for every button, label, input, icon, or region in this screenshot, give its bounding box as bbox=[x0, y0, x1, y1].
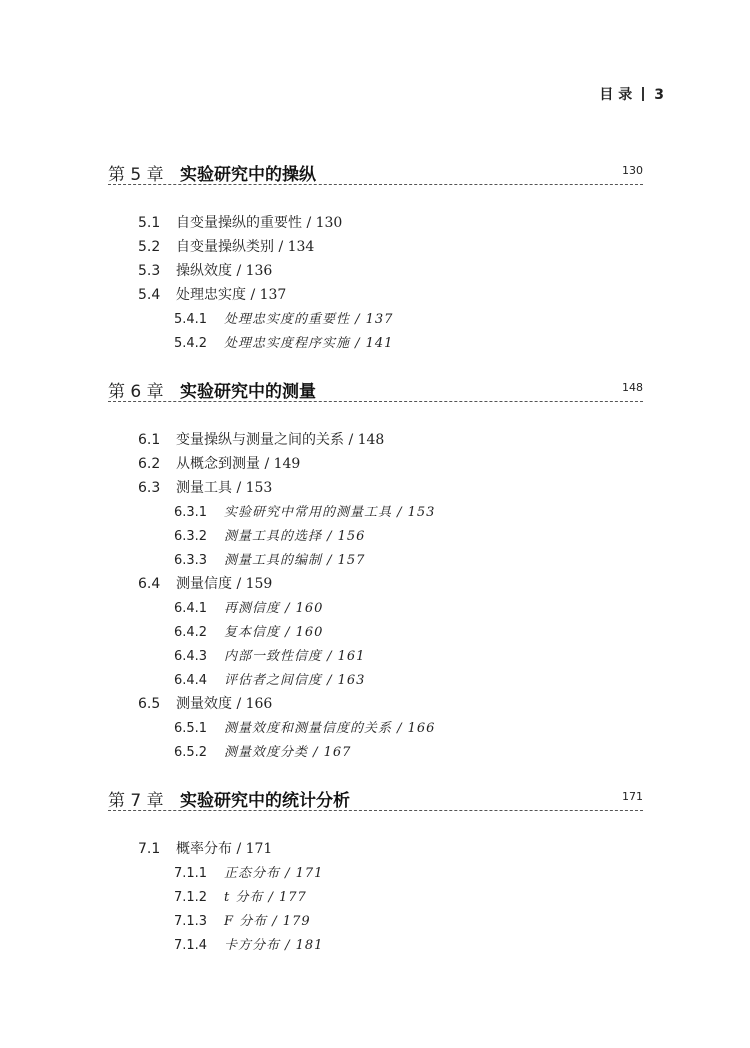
entry-number: 6.1 bbox=[138, 432, 161, 448]
entry-number: 6.5.2 bbox=[174, 745, 208, 760]
toc-subentry bbox=[174, 597, 323, 616]
toc-entry bbox=[138, 284, 286, 304]
entry-number: 6.4 bbox=[138, 576, 161, 592]
chapter-title: 实验研究中的操纵 bbox=[180, 165, 316, 185]
toc-entry bbox=[138, 453, 300, 473]
toc-subentry bbox=[174, 332, 393, 351]
toc-subentry bbox=[174, 308, 393, 327]
toc-subentry bbox=[174, 501, 435, 520]
entry-number: 6.4.3 bbox=[174, 649, 208, 664]
entry-number: 5.2 bbox=[138, 239, 161, 255]
chapter-heading-7 bbox=[108, 786, 643, 811]
running-header bbox=[599, 84, 664, 104]
entry-number: 6.5.1 bbox=[174, 721, 208, 736]
toc-entry bbox=[138, 260, 272, 280]
entry-text: 测量工具 / 153 bbox=[176, 480, 273, 496]
toc-subentry bbox=[174, 910, 311, 929]
toc-entry bbox=[138, 477, 272, 497]
entry-number: 5.3 bbox=[138, 263, 161, 279]
chapter-page: 148 bbox=[622, 381, 643, 394]
chapter-number: 第 6 章 bbox=[108, 382, 164, 402]
toc-subentry bbox=[174, 934, 323, 953]
entry-text: 正态分布 / 171 bbox=[224, 866, 324, 881]
toc-entry bbox=[138, 236, 314, 256]
entry-number: 7.1 bbox=[138, 841, 161, 857]
toc-subentry bbox=[174, 717, 435, 736]
entry-text: 操纵效度 / 136 bbox=[176, 263, 273, 279]
entry-number: 5.4.1 bbox=[174, 312, 208, 327]
entry-text: 测量工具的选择 / 156 bbox=[224, 529, 366, 544]
header-section-title: 目 录 bbox=[599, 87, 633, 103]
toc-subentry bbox=[174, 669, 365, 688]
entry-text: 处理忠实度 / 137 bbox=[176, 287, 287, 303]
entry-text: 从概念到测量 / 149 bbox=[176, 456, 301, 472]
entry-text: 处理忠实度程序实施 / 141 bbox=[224, 336, 394, 351]
entry-number: 7.1.4 bbox=[174, 938, 208, 953]
chapter-page: 171 bbox=[622, 790, 643, 803]
entry-text: 自变量操纵的重要性 / 130 bbox=[176, 215, 343, 231]
entry-number: 6.4.4 bbox=[174, 673, 208, 688]
chapter-page: 130 bbox=[622, 164, 643, 177]
chapter-title: 实验研究中的测量 bbox=[180, 382, 316, 402]
toc-entry bbox=[138, 429, 384, 449]
entry-number: 5.4 bbox=[138, 287, 161, 303]
toc-subentry bbox=[174, 549, 365, 568]
entry-text: 内部一致性信度 / 161 bbox=[224, 649, 366, 664]
entry-number: 6.4.1 bbox=[174, 601, 208, 616]
entry-text: 实验研究中常用的测量工具 / 153 bbox=[224, 505, 436, 520]
entry-text: 概率分布 / 171 bbox=[176, 841, 273, 857]
toc-subentry bbox=[174, 525, 365, 544]
entry-text: 测量效度分类 / 167 bbox=[224, 745, 352, 760]
entry-text: 测量工具的编制 / 157 bbox=[224, 553, 366, 568]
entry-number: 7.1.3 bbox=[174, 914, 208, 929]
chapter-heading-6 bbox=[108, 377, 643, 402]
entry-number: 6.3.1 bbox=[174, 505, 208, 520]
toc-entry bbox=[138, 212, 342, 232]
chapter-number: 第 5 章 bbox=[108, 165, 164, 185]
entry-number: 6.2 bbox=[138, 456, 161, 472]
entry-number: 5.4.2 bbox=[174, 336, 208, 351]
toc-entry bbox=[138, 573, 272, 593]
toc-subentry bbox=[174, 621, 323, 640]
entry-text: 处理忠实度的重要性 / 137 bbox=[224, 312, 394, 327]
toc-subentry bbox=[174, 741, 351, 760]
entry-text: 测量信度 / 159 bbox=[176, 576, 273, 592]
entry-number: 6.3.3 bbox=[174, 553, 208, 568]
chapter-number: 第 7 章 bbox=[108, 791, 164, 811]
toc-subentry bbox=[174, 645, 365, 664]
entry-text: 卡方分布 / 181 bbox=[224, 938, 324, 953]
entry-number: 7.1.1 bbox=[174, 866, 208, 881]
chapter-title: 实验研究中的统计分析 bbox=[180, 791, 350, 811]
entry-number: 6.3.2 bbox=[174, 529, 208, 544]
chapter-heading-5 bbox=[108, 160, 643, 185]
entry-number: 6.5 bbox=[138, 696, 161, 712]
entry-text: 再测信度 / 160 bbox=[224, 601, 324, 616]
entry-text: 测量效度 / 166 bbox=[176, 696, 273, 712]
entry-text: 评估者之间信度 / 163 bbox=[224, 673, 366, 688]
entry-text: 变量操纵与测量之间的关系 / 148 bbox=[176, 432, 385, 448]
header-page-number: 3 bbox=[654, 87, 664, 103]
entry-number: 6.4.2 bbox=[174, 625, 208, 640]
entry-text: t 分布 / 177 bbox=[224, 890, 307, 905]
toc-subentry bbox=[174, 862, 323, 881]
toc-subentry bbox=[174, 886, 307, 905]
entry-number: 5.1 bbox=[138, 215, 161, 231]
toc-entry bbox=[138, 693, 272, 713]
entry-text: F 分布 / 179 bbox=[224, 914, 311, 929]
entry-text: 复本信度 / 160 bbox=[224, 625, 324, 640]
header-separator bbox=[642, 87, 644, 101]
entry-number: 7.1.2 bbox=[174, 890, 208, 905]
entry-text: 自变量操纵类别 / 134 bbox=[176, 239, 315, 255]
entry-text: 测量效度和测量信度的关系 / 166 bbox=[224, 721, 436, 736]
toc-entry bbox=[138, 838, 272, 858]
entry-number: 6.3 bbox=[138, 480, 161, 496]
